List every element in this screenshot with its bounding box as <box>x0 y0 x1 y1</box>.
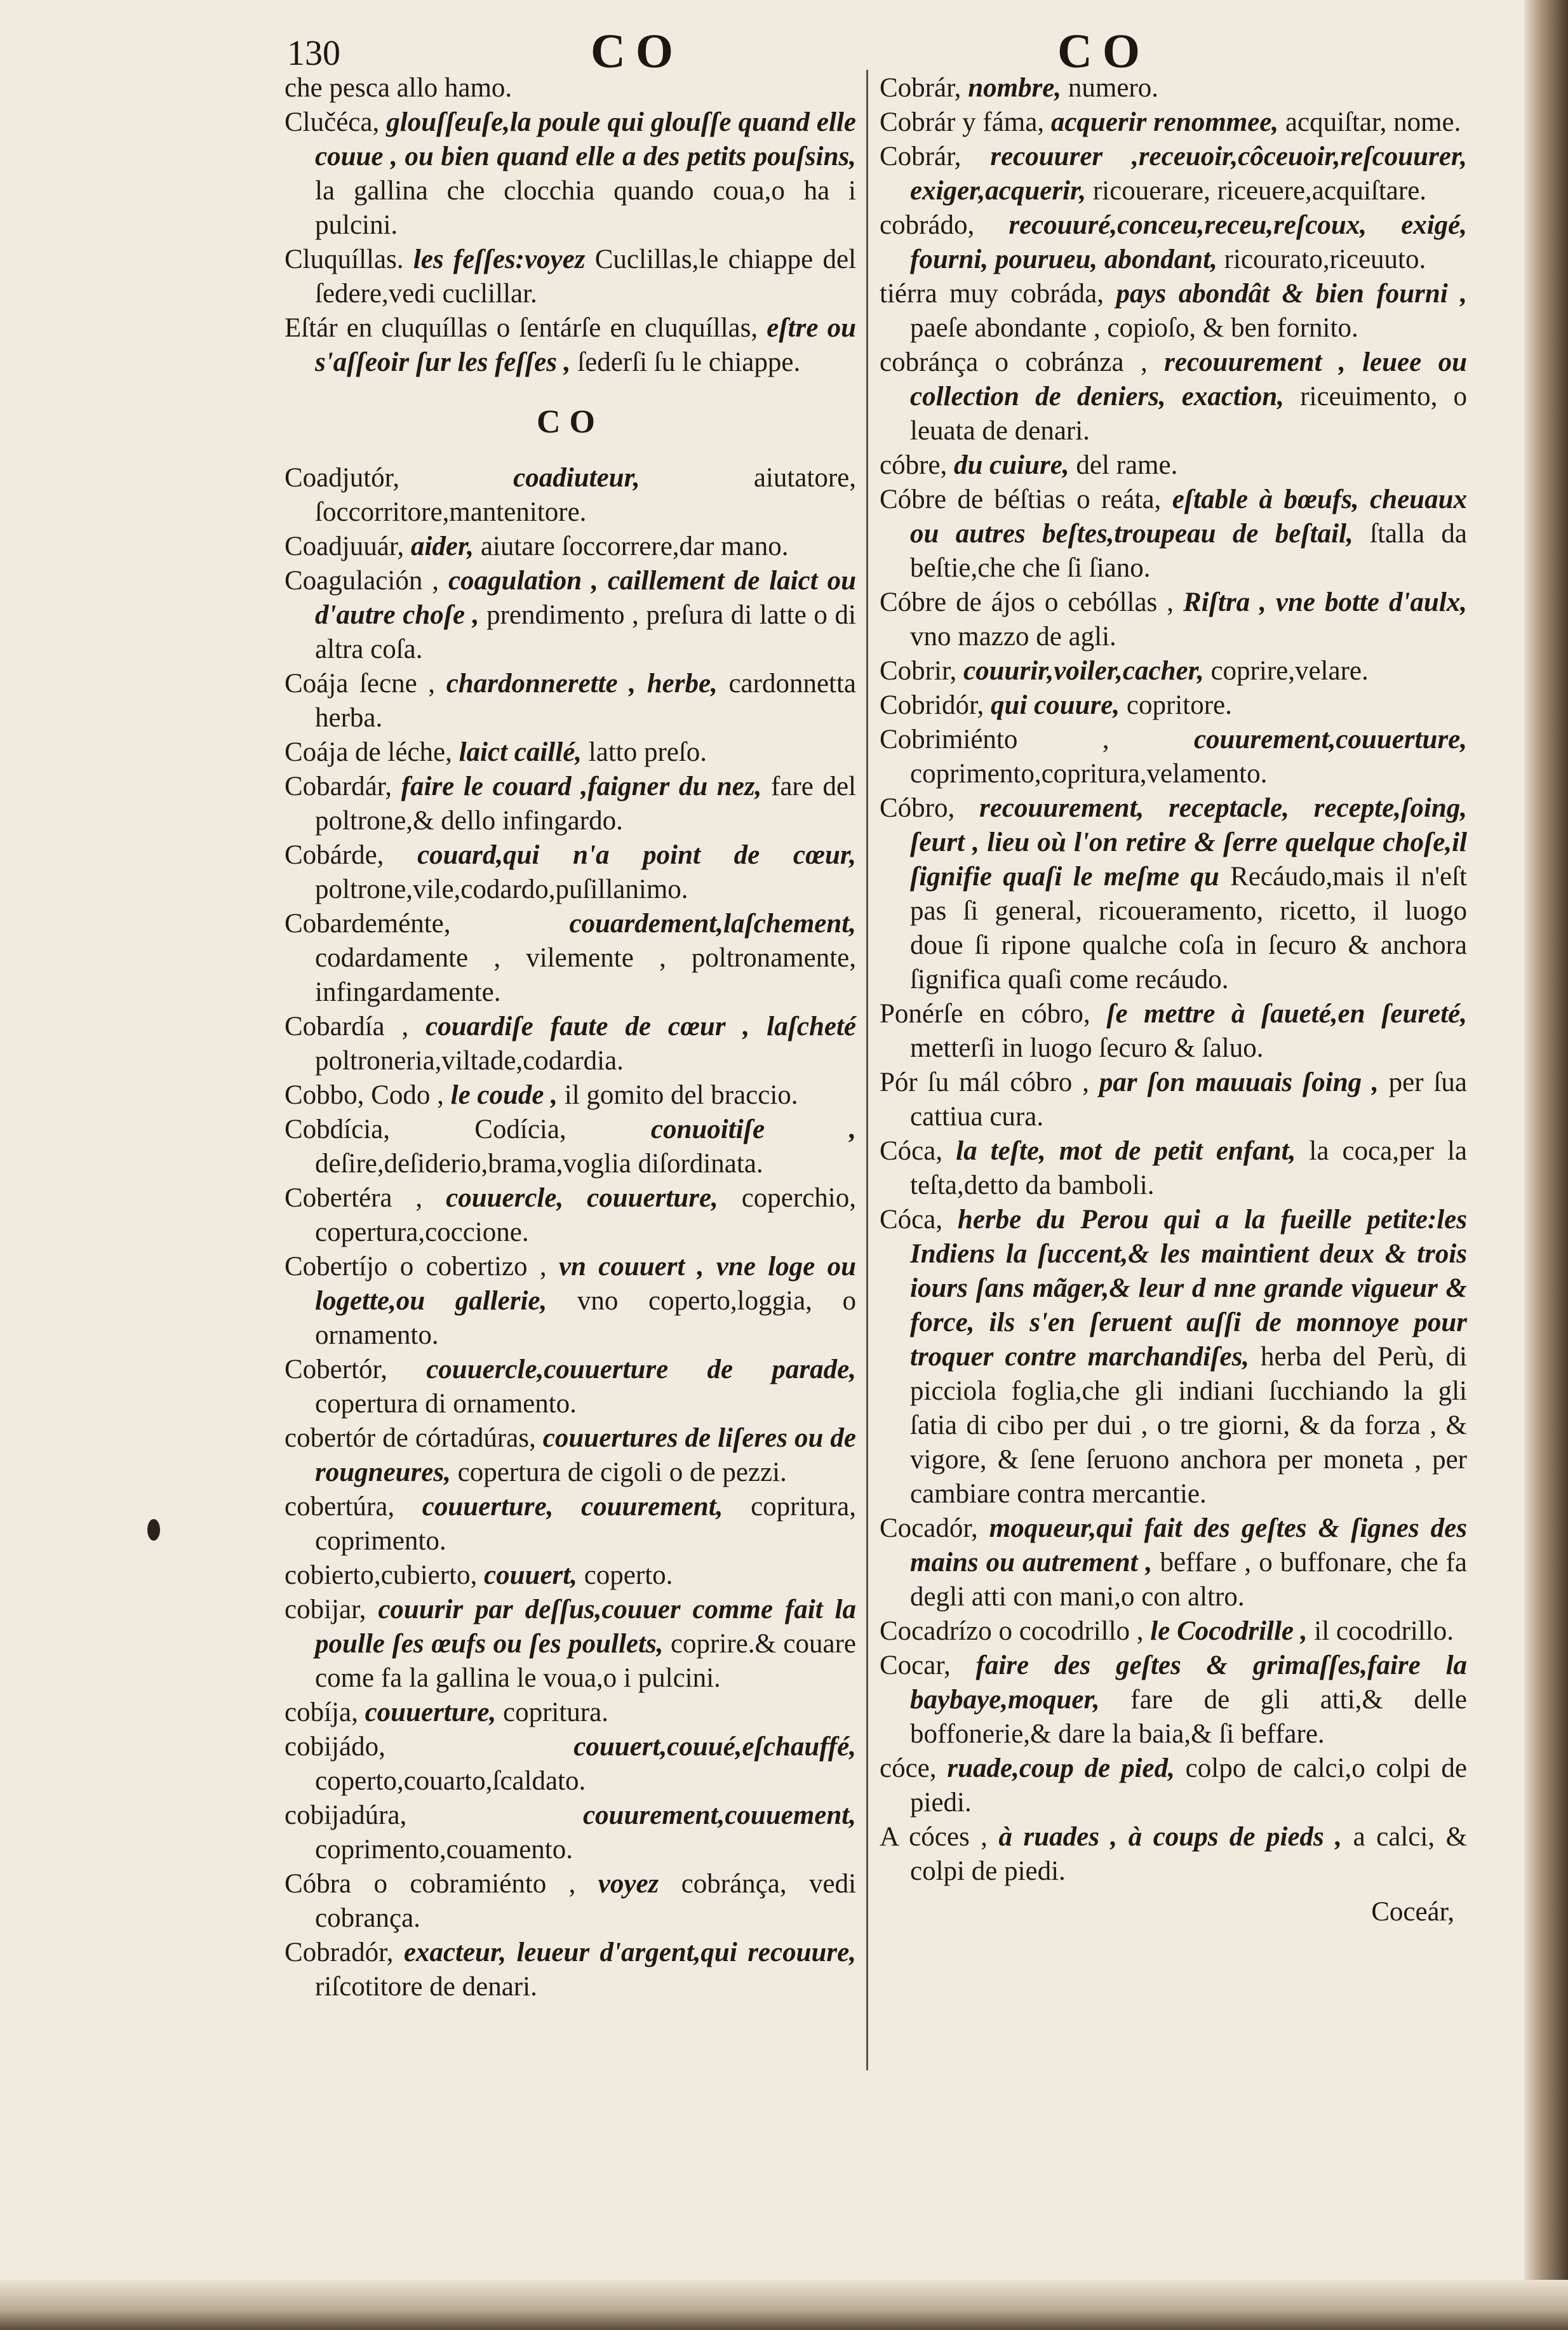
italian-gloss: Cuclillas,le chiappe del ſedere,vedi cuclillar. <box>315 244 857 309</box>
italian-gloss: acquiſtar, nome. <box>1285 107 1461 137</box>
dictionary-entry <box>285 1798 856 1867</box>
dictionary-entry <box>880 1066 1467 1134</box>
dictionary-entry <box>285 105 856 243</box>
headword: Cobertíjo o cobertizo , <box>285 1252 547 1282</box>
headword: Cobdícia, Codícia, <box>285 1115 566 1144</box>
french-gloss: couurement,couuerture, <box>1193 725 1468 754</box>
italian-gloss: copritura, coprimento. <box>315 1492 857 1556</box>
headword: Cóbra o cobramiénto , <box>285 1869 576 1899</box>
dictionary-entry <box>880 1820 1467 1889</box>
french-gloss: conuoitiſe , <box>650 1115 856 1144</box>
italian-gloss: prendimento , preſura di latte o di altra coſa. <box>315 600 856 664</box>
dictionary-entry <box>285 1696 856 1730</box>
headword: Cobrár, <box>880 142 962 171</box>
dictionary-entry <box>880 723 1467 791</box>
french-gloss: faire des geſtes & grimaſſes,faire la baybaye,moquer, <box>910 1650 1468 1715</box>
dictionary-entry <box>285 1250 856 1353</box>
headword: cobrádo, <box>880 210 975 240</box>
italian-gloss: latto preſo. <box>588 737 707 767</box>
italian-gloss: fare del poltrone,& dello infingardo. <box>315 772 856 836</box>
french-gloss: couardiſe faute de cœur , laſcheté <box>426 1012 857 1041</box>
italian-gloss: herba del Perù, di picciola foglia,che gli indiani ſucchiando la gli ſatia di cibo per dui , o tre giorni, & da forza , & vigore, & ſene ſeruono anchora per moneta , per cambiare contra mercantie. <box>910 1342 1467 1509</box>
italian-gloss: coprire.& couare come fa la gallina le voua,o i pulcini. <box>315 1629 857 1693</box>
headword: Cobrimiénto , <box>880 725 1109 754</box>
french-gloss: eſtable à bœufs, cheuaux ou autres beſtes,troupeau de beſtail, <box>910 485 1467 549</box>
french-gloss: couuercle, couuerture, <box>446 1183 718 1213</box>
french-gloss: recouurer ,receuoir,côceuoir,reſcouurer, exiger,acquerir, <box>910 142 1467 206</box>
dictionary-entry <box>285 1353 856 1421</box>
dictionary-entry <box>285 1181 856 1250</box>
italian-gloss: colpo de calci,o colpi de piedi. <box>910 1753 1468 1818</box>
dictionary-entry <box>880 654 1467 688</box>
french-gloss: à ruades , à coups de pieds , <box>998 1822 1343 1852</box>
italian-gloss: vno mazzo de agli. <box>910 622 1116 652</box>
section-heading: CO <box>537 404 604 440</box>
headword: Pór ſu mál cóbro , <box>880 1068 1089 1097</box>
dictionary-entry <box>880 208 1467 277</box>
running-head-right: CO <box>1057 25 1150 78</box>
column-divider <box>866 70 868 2070</box>
headword: Cobridór, <box>880 690 984 720</box>
french-gloss: couurement,couuement, <box>582 1800 856 1830</box>
italian-gloss: coprimento,couamento. <box>315 1835 573 1865</box>
dictionary-entry <box>285 735 856 770</box>
french-gloss: couuercle,couuerture de parade, <box>426 1355 856 1384</box>
headword: Coadjuuár, <box>285 532 405 561</box>
headword: Cobardeménte, <box>285 909 451 939</box>
italian-gloss: a calci, & colpi de piedi. <box>910 1822 1468 1886</box>
italian-gloss: il gomito del braccio. <box>564 1080 798 1110</box>
italian-gloss: copritore. <box>1126 690 1232 720</box>
french-gloss: coagulation , caillement de laict ou d'autre choſe , <box>315 566 856 630</box>
headword: Ponérſe en cóbro, <box>880 999 1090 1029</box>
french-gloss: herbe du Perou qui a la fueille petite:les Indiens la ſuccent,& les maintient deux & trois iours ſans mãger,& leur d nne grande vigueur & force, ils s'en ſeruent auſſi de monnoye pour troquer contre marchandiſes, <box>910 1205 1467 1372</box>
left-entries-main <box>285 461 856 2004</box>
italian-gloss: ſtalla da beſtie,che che ſi ſiano. <box>910 519 1468 583</box>
headword: cóce, <box>880 1753 937 1783</box>
italian-gloss: coprire,velare. <box>1210 656 1369 686</box>
french-gloss: eſtre ou s'aſſeoir ſur les feſſes , <box>315 313 856 377</box>
headword: Cóca, <box>880 1205 943 1235</box>
french-gloss: couuerture, <box>365 1697 497 1727</box>
italian-gloss: la coca,per la teſta,detto da bamboli. <box>910 1136 1468 1200</box>
italian-gloss: cobránça, vedi cobrança. <box>315 1869 857 1933</box>
french-gloss: voyez <box>598 1869 659 1899</box>
headword: Cobbo, Codo , <box>285 1080 444 1110</box>
headword: cobránça o cobránza , <box>880 347 1148 377</box>
italian-gloss: fare de gli atti,& delle boffonerie,& dare la baia,& ſi beffare. <box>910 1685 1467 1749</box>
italian-gloss: codardamente , vilemente , poltronamente, infingardamente. <box>315 943 856 1007</box>
right-column <box>880 71 1467 1929</box>
dictionary-entry <box>285 1113 856 1181</box>
italian-gloss: paeſe abondante , copioſo, & ben fornito. <box>910 313 1358 343</box>
headword: Cóca, <box>880 1136 943 1166</box>
italian-gloss: coperchio, copertura,coccione. <box>315 1183 856 1247</box>
dictionary-entry <box>880 105 1467 140</box>
headword: cóbre, <box>880 450 948 480</box>
dictionary-entry <box>880 483 1467 586</box>
dictionary-entry <box>285 1010 856 1078</box>
french-gloss: recouuré,conceu,receu,reſcoux, exigé, fourni, pourueu, abondant, <box>910 210 1467 274</box>
french-gloss: nombre, <box>968 73 1062 103</box>
dictionary-entry <box>285 1078 856 1113</box>
dictionary-entry <box>285 1490 856 1558</box>
french-gloss: couardement,laſchement, <box>569 909 856 939</box>
french-gloss: recouurement , leuee ou collection de deniers, exaction, <box>910 347 1468 412</box>
french-gloss: chardonnerette , herbe, <box>446 669 718 699</box>
italian-gloss: vno coperto,loggia, o ornamento. <box>315 1286 857 1350</box>
italian-gloss: poltrone,vile,codardo,puſillanimo. <box>315 874 688 904</box>
page-bottom-shadow <box>0 2280 1568 2330</box>
french-gloss: les feſſes:voyez <box>413 244 586 274</box>
headword: Cóbre de béſtias o reáta, <box>880 485 1162 514</box>
french-gloss: coadiuteur, <box>513 463 640 493</box>
dictionary-entry <box>880 448 1467 483</box>
french-gloss: exacteur, leueur d'argent,qui recouure, <box>403 1938 857 1967</box>
french-gloss: couuert,couué,eſchauffé, <box>573 1732 856 1762</box>
headword: Cobardía , <box>285 1012 409 1041</box>
french-gloss: pays abondât & bien fourni , <box>1116 279 1468 309</box>
french-gloss: couuerture, couurement, <box>422 1492 723 1522</box>
dictionary-entry <box>880 688 1467 723</box>
dictionary-entry <box>880 1614 1467 1649</box>
french-gloss: couuert, <box>484 1560 577 1590</box>
italian-gloss: la gallina che clocchia quando coua,o ha i pulcini. <box>315 176 856 240</box>
french-gloss: le Cocodrille , <box>1150 1616 1308 1646</box>
italian-gloss: metterſi in luogo ſecuro & ſaluo. <box>910 1033 1264 1063</box>
running-head-left: CO <box>591 25 683 78</box>
italian-gloss: numero. <box>1068 73 1158 103</box>
italian-gloss: coprimento,copritura,velamento. <box>910 759 1268 789</box>
italian-gloss: ſederſi ſu le chiappe. <box>577 347 801 377</box>
headword: Cocadór, <box>880 1513 978 1543</box>
dictionary-entry <box>285 564 856 667</box>
dictionary-entry <box>880 345 1467 448</box>
dictionary-entry <box>285 1936 856 2004</box>
french-gloss: vn couuert , vne loge ou logette,ou gallerie, <box>315 1252 856 1316</box>
italian-gloss: coperto,couarto,ſcaldato. <box>315 1766 586 1796</box>
headword: Cobrár, <box>880 73 962 103</box>
ink-blot <box>147 1519 160 1541</box>
french-gloss: couard,qui n'a point de cœur, <box>417 840 857 870</box>
french-gloss: couurir par deſſus,couuer comme fait la poulle ſes œufs ou ſes poullets, <box>315 1595 856 1659</box>
dictionary-entry <box>880 1203 1467 1511</box>
italian-gloss: copertura de cigoli o de pezzi. <box>457 1457 787 1487</box>
headword: A cóces , <box>880 1822 988 1852</box>
headword: Coája ſecne , <box>285 669 436 699</box>
french-gloss: du cuiure, <box>954 450 1069 480</box>
right-entries <box>880 71 1467 1889</box>
dictionary-entry <box>285 907 856 1010</box>
italian-gloss: poltroneria,viltade,codardia. <box>315 1046 624 1076</box>
french-gloss: la teſte, mot de petit enfant, <box>956 1136 1296 1166</box>
french-gloss: couuertures de liſeres ou de rougneures, <box>315 1423 857 1487</box>
dictionary-entry <box>285 311 856 380</box>
dictionary-entry <box>285 530 856 564</box>
italian-gloss: riceuimento, o leuata de denari. <box>910 382 1467 446</box>
italian-gloss: il cocodrillo. <box>1314 1616 1454 1646</box>
dictionary-entry <box>285 243 856 311</box>
catchword: Coceár, <box>1371 1897 1454 1927</box>
french-gloss: ſe mettre à ſaueté,en ſeureté, <box>1106 999 1467 1029</box>
left-entries-top <box>285 71 856 380</box>
dictionary-entry <box>880 1134 1467 1203</box>
dictionary-entry <box>880 997 1467 1066</box>
headword: Cobardár, <box>285 772 392 801</box>
headword: tiérra muy cobráda, <box>880 279 1104 309</box>
headword: Coája de léche, <box>285 737 452 767</box>
headword: Cocar, <box>880 1650 951 1680</box>
french-gloss: Riſtra , vne botte d'aulx, <box>1183 587 1468 617</box>
dictionary-entry <box>285 667 856 735</box>
headword: Coadjutór, <box>285 463 400 493</box>
headword: Cobertór, <box>285 1355 387 1384</box>
italian-gloss: riſcotitore de denari. <box>315 1972 537 2002</box>
headword: cobertór de córtadúras, <box>285 1423 536 1453</box>
french-gloss: couurir,voiler,cacher, <box>963 656 1204 686</box>
headword: cobíja, <box>285 1697 358 1727</box>
headword: Cluquíllas. <box>285 244 404 274</box>
headword: Cobradór, <box>285 1938 394 1967</box>
headword: Cocadrízo o cocodrillo , <box>880 1616 1144 1646</box>
italian-gloss: che pesca allo hamo. <box>285 73 513 103</box>
italian-gloss: deſire,deſiderio,brama,voglia diſordinata. <box>315 1149 763 1179</box>
page-edge-shadow <box>1524 0 1568 2330</box>
dictionary-entry <box>880 1751 1467 1820</box>
italian-gloss: cardonnetta herba. <box>315 669 857 733</box>
dictionary-entry <box>880 71 1467 105</box>
italian-gloss: per ſua cattiua cura. <box>910 1068 1468 1132</box>
headword: Cobertéra , <box>285 1183 423 1213</box>
dictionary-entry <box>880 791 1467 997</box>
french-gloss: qui couure, <box>991 690 1120 720</box>
italian-gloss: ricourato,riceuuto. <box>1224 244 1426 274</box>
dictionary-entry <box>880 140 1467 208</box>
headword: Eſtár en cluquíllas o ſentárſe en cluquíllas, <box>285 313 758 343</box>
dictionary-entry <box>285 770 856 838</box>
french-gloss: le coude , <box>450 1080 558 1110</box>
french-gloss: ruade,coup de pied, <box>947 1753 1175 1783</box>
dictionary-entry <box>285 1730 856 1798</box>
headword: cobijadúra, <box>285 1800 407 1830</box>
headword: Clučéca, <box>285 107 380 137</box>
dictionary-entry <box>285 1867 856 1936</box>
italian-gloss: aiutare ſoccorrere,dar mano. <box>480 532 789 561</box>
french-gloss: acquerir renommee, <box>1050 107 1279 137</box>
headword: Cobrár y fáma, <box>880 107 1045 137</box>
dictionary-entry <box>285 1421 856 1490</box>
french-gloss: faire le couard ,faigner du nez, <box>401 772 762 801</box>
italian-gloss: copertura di ornamento. <box>315 1389 577 1419</box>
headword: cobijar, <box>285 1595 366 1624</box>
headword: Cóbre de ájos o cebóllas , <box>880 587 1174 617</box>
dictionary-entry <box>880 1511 1467 1614</box>
dictionary-entry <box>285 1558 856 1593</box>
headword: Cobárde, <box>285 840 384 870</box>
dictionary-entry <box>880 586 1467 654</box>
french-gloss: glouſſeuſe,la poule qui glouſſe quand elle couue , ou bien quand elle a des petits pouſsins, <box>315 107 856 171</box>
italian-gloss: copritura. <box>503 1697 608 1727</box>
italian-gloss: del rame. <box>1076 450 1178 480</box>
headword: cobijádo, <box>285 1732 385 1762</box>
french-gloss: par ſon mauuais ſoing , <box>1099 1068 1379 1097</box>
left-column <box>285 71 856 2004</box>
headword: Cobrir, <box>880 656 957 686</box>
headword: cobertúra, <box>285 1492 395 1522</box>
italian-gloss: Recáudo,mais il n'eſt pas ſi general, ricoueramento, ricetto, il luogo doue ſi ripone qualche coſa in ſecuro & anchora ſignifica quaſi come recáudo. <box>910 862 1468 994</box>
french-gloss: moqueur,qui fait des geſtes & ſignes des mains ou autrement , <box>910 1513 1467 1577</box>
dictionary-entry <box>285 1593 856 1696</box>
dictionary-entry <box>285 838 856 907</box>
page-number: 130 <box>287 34 340 73</box>
dictionary-entry <box>880 1649 1467 1751</box>
italian-gloss: aiutatore, ſoccorritore,mantenitore. <box>315 463 857 527</box>
headword: Cóbro, <box>880 793 955 823</box>
french-gloss: laict caillé, <box>459 737 582 767</box>
italian-gloss: coperto. <box>584 1560 673 1590</box>
dictionary-entry <box>880 277 1467 345</box>
italian-gloss: ricouerare, riceuere,acquiſtare. <box>1092 176 1427 206</box>
headword: cobierto,cubierto, <box>285 1560 478 1590</box>
headword: Coagulación , <box>285 566 439 596</box>
dictionary-entry <box>285 461 856 530</box>
italian-gloss: beffare , o buffonare, che fa degli atti con mani,o con altro. <box>910 1548 1468 1612</box>
dictionary-entry <box>285 71 856 105</box>
french-gloss: recouurement, receptacle, recepte,ſoing, ſeurt , lieu où l'on retire & ſerre quelque choſe,il ſignifie quaſi le meſme qu <box>910 793 1467 892</box>
french-gloss: aider, <box>410 532 474 561</box>
